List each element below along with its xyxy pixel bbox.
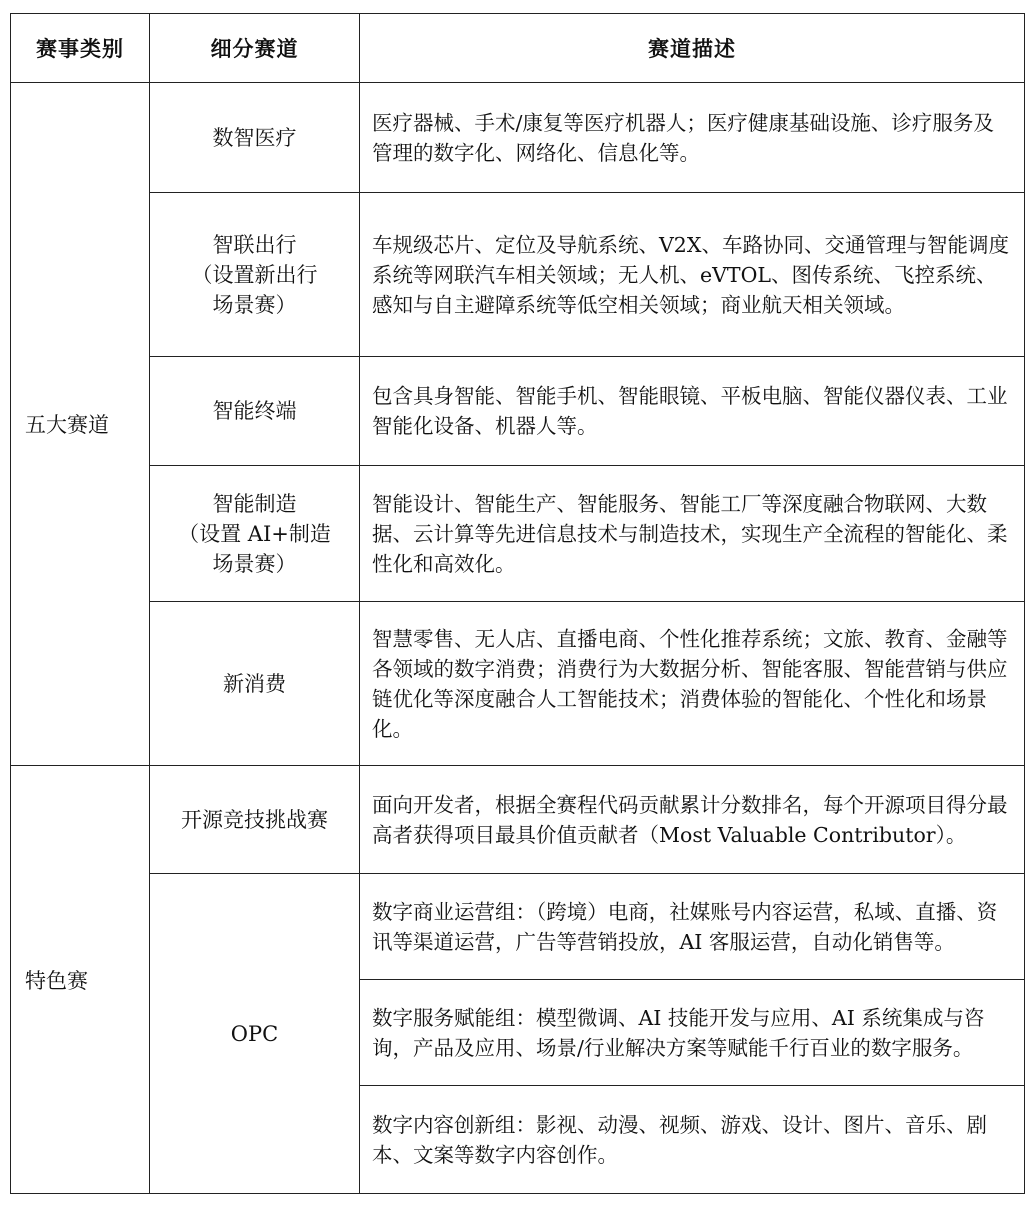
header-description: 赛道描述 xyxy=(360,14,1025,83)
track-label: 智能终端 xyxy=(212,399,297,423)
track-table xyxy=(10,13,1025,1194)
description-cell: 医疗器械、手术/康复等医疗机器人；医疗健康基础设施、诊疗服务及管理的数字化、网络化、信息化等。 xyxy=(360,83,1025,193)
track-note: 场景赛） xyxy=(212,551,297,576)
track-note: 场景赛） xyxy=(212,292,297,317)
table-row xyxy=(11,766,1025,874)
table-row xyxy=(11,874,1025,980)
category-cell: 特色赛 xyxy=(11,766,150,1194)
track-cell xyxy=(150,602,360,766)
description-cell: 数字内容创新组：影视、动漫、视频、游戏、设计、图片、音乐、剧本、文案等数字内容创作。 xyxy=(360,1086,1025,1194)
description-cell: 数字服务赋能组：模型微调、AI 技能开发与应用、AI 系统集成与咨询，产品及应用、场景/行业解决方案等赋能千行百业的数字服务。 xyxy=(360,980,1025,1086)
description-cell: 包含具身智能、智能手机、智能眼镜、平板电脑、智能仪器仪表、工业智能化设备、机器人等。 xyxy=(360,357,1025,466)
table-row xyxy=(11,193,1025,357)
table-row xyxy=(11,466,1025,602)
category-cell: 五大赛道 xyxy=(11,83,150,766)
track-cell xyxy=(150,83,360,193)
description-cell: 智慧零售、无人店、直播电商、个性化推荐系统；文旅、教育、金融等各领域的数字消费；消费行为大数据分析、智能客服、智能营销与供应链优化等深度融合人工智能技术；消费体验的智能化、个性化和场景化。 xyxy=(360,602,1025,766)
track-label: 智能制造 xyxy=(212,491,297,516)
track-cell xyxy=(150,357,360,466)
track-label: OPC xyxy=(230,1021,279,1046)
table-row xyxy=(11,602,1025,766)
description-cell: 面向开发者，根据全赛程代码贡献累计分数排名，每个开源项目得分最高者获得项目最具价值贡献者（Most Valuable Contributor）。 xyxy=(360,766,1025,874)
track-cell xyxy=(150,193,360,357)
track-label: 智联出行 xyxy=(212,232,297,257)
table-row xyxy=(11,357,1025,466)
track-cell xyxy=(150,466,360,602)
track-label: 新消费 xyxy=(223,671,286,696)
track-label: 数智医疗 xyxy=(212,125,297,150)
track-note: （设置 AI+制造 xyxy=(178,521,331,546)
track-label: 开源竞技挑战赛 xyxy=(181,807,328,832)
track-cell xyxy=(150,874,360,1194)
description-cell: 数字商业运营组：（跨境）电商，社媒账号内容运营，私域、直播、资讯等渠道运营，广告等营销投放，AI 客服运营，自动化销售等。 xyxy=(360,874,1025,980)
header-row xyxy=(11,14,1025,83)
description-cell: 车规级芯片、定位及导航系统、V2X、车路协同、交通管理与智能调度系统等网联汽车相关领域；无人机、eVTOL、图传系统、飞控系统、感知与自主避障系统等低空相关领域；商业航天相关领域。 xyxy=(360,193,1025,357)
table-row xyxy=(11,83,1025,193)
header-category: 赛事类别 xyxy=(11,14,150,83)
description-cell: 智能设计、智能生产、智能服务、智能工厂等深度融合物联网、大数据、云计算等先进信息技术与制造技术，实现生产全流程的智能化、柔性化和高效化。 xyxy=(360,466,1025,602)
track-note: （设置新出行 xyxy=(191,262,318,287)
track-cell xyxy=(150,766,360,874)
header-track: 细分赛道 xyxy=(150,14,360,83)
